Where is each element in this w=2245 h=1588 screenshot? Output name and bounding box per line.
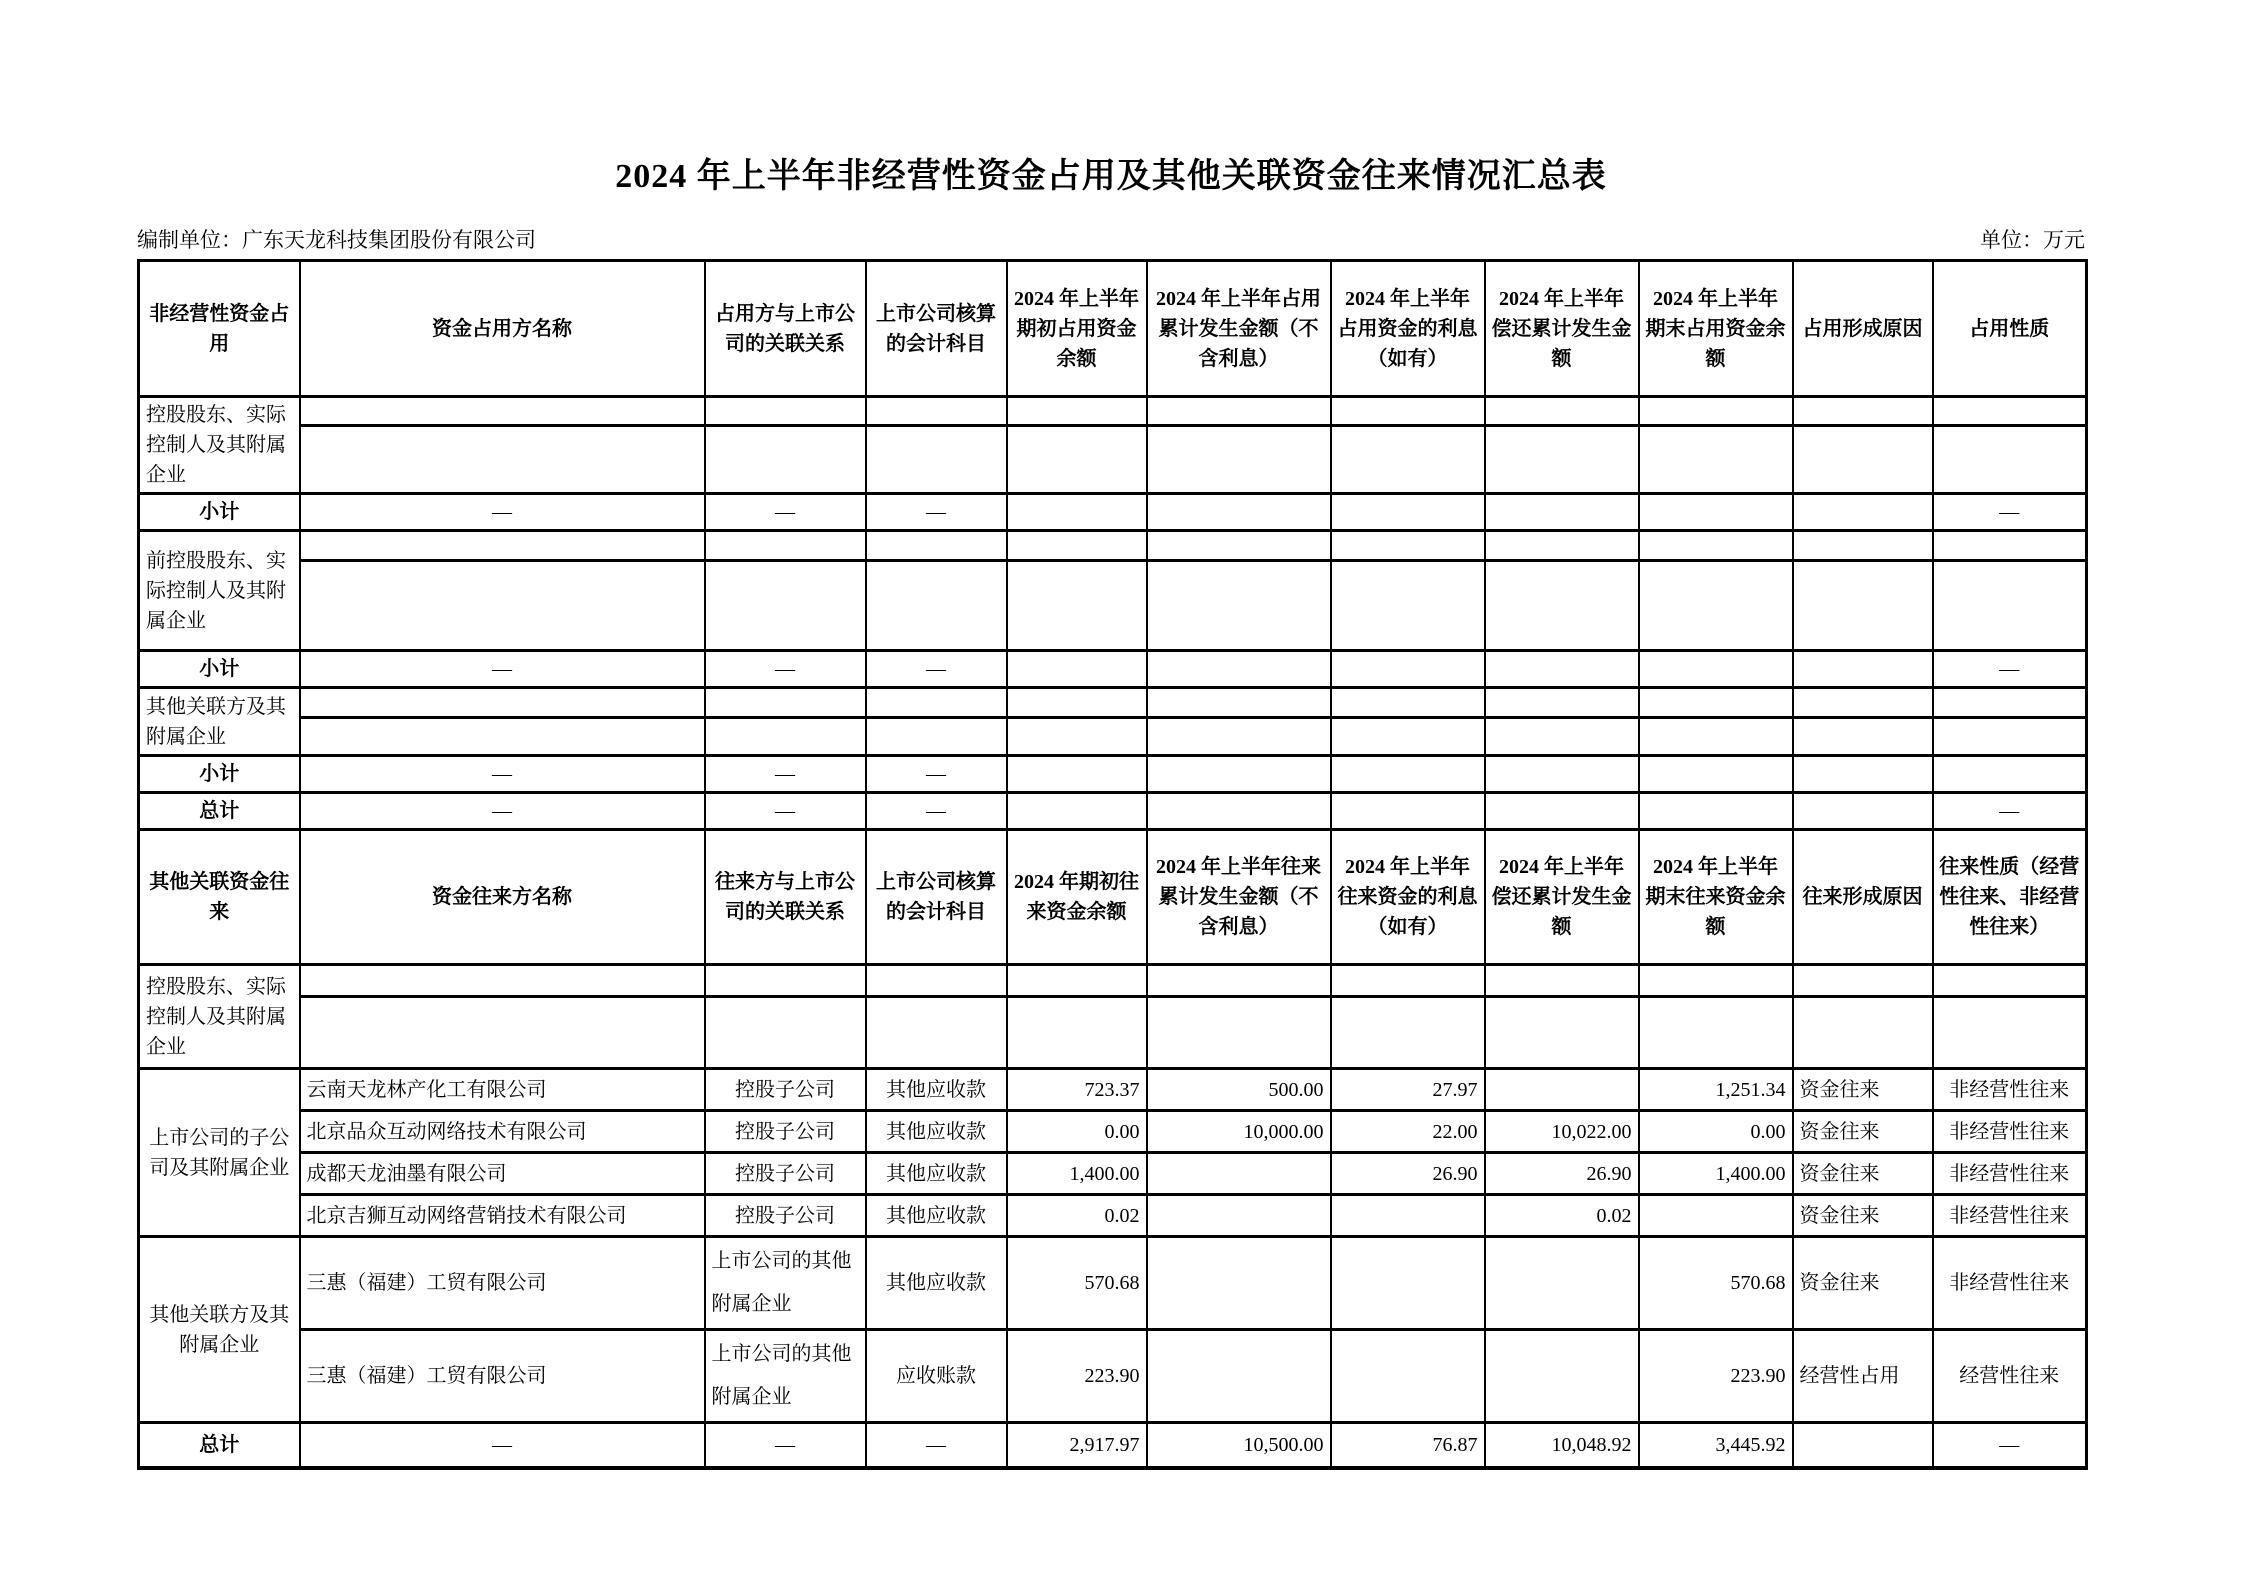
empty-cell bbox=[1331, 1330, 1485, 1423]
empty-cell bbox=[1007, 688, 1147, 718]
empty-cell bbox=[1485, 397, 1639, 426]
empty-cell bbox=[300, 397, 705, 426]
empty-cell bbox=[1147, 651, 1331, 688]
empty-cell bbox=[866, 965, 1007, 997]
total-row bbox=[139, 1423, 2087, 1468]
empty-cell bbox=[1639, 1195, 1793, 1237]
table-cell: 经营性往来 bbox=[1933, 1330, 2087, 1423]
empty-cell bbox=[1793, 651, 1933, 688]
table-row bbox=[139, 397, 2087, 426]
amount: 0.00 bbox=[1639, 1111, 1793, 1153]
empty-cell bbox=[1933, 397, 2087, 426]
dash-cell: — bbox=[705, 1423, 866, 1468]
amount: 10,500.00 bbox=[1147, 1423, 1331, 1468]
dash-cell: — bbox=[300, 756, 705, 793]
empty-cell bbox=[705, 426, 866, 494]
header-cell: 往来性质（经营性往来、非经营性往来） bbox=[1933, 830, 2087, 965]
company-name: 北京吉狮互动网络营销技术有限公司 bbox=[300, 1195, 705, 1237]
empty-cell bbox=[1793, 426, 1933, 494]
empty-cell bbox=[1485, 688, 1639, 718]
table-cell: 其他应收款 bbox=[866, 1069, 1007, 1111]
data-row bbox=[139, 1069, 2087, 1111]
empty-cell bbox=[1147, 1237, 1331, 1330]
empty-cell bbox=[1331, 756, 1485, 793]
empty-cell bbox=[1331, 397, 1485, 426]
header-cell: 2024 年上半年往来资金的利息 （如有） bbox=[1331, 830, 1485, 965]
table-cell: 非经营性往来 bbox=[1933, 1153, 2087, 1195]
empty-cell bbox=[1793, 688, 1933, 718]
empty-cell bbox=[1485, 997, 1639, 1069]
table-cell: 非经营性往来 bbox=[1933, 1237, 2087, 1330]
empty-cell bbox=[1007, 494, 1147, 531]
empty-cell bbox=[1485, 793, 1639, 830]
empty-cell bbox=[1485, 1237, 1639, 1330]
table-cell: 经营性占用 bbox=[1793, 1330, 1933, 1423]
empty-cell bbox=[1485, 756, 1639, 793]
dash-cell: — bbox=[1933, 1423, 2087, 1468]
empty-cell bbox=[1485, 1069, 1639, 1111]
empty-cell bbox=[1933, 426, 2087, 494]
header-cell: 占用形成原因 bbox=[1793, 261, 1933, 397]
empty-cell bbox=[1639, 965, 1793, 997]
empty-cell bbox=[1933, 756, 2087, 793]
amount: 1,251.34 bbox=[1639, 1069, 1793, 1111]
dash-cell: — bbox=[705, 793, 866, 830]
data-row bbox=[139, 1237, 2087, 1330]
dash-cell: — bbox=[1933, 793, 2087, 830]
table-cell: 应收账款 bbox=[866, 1330, 1007, 1423]
table-cell: 非经营性往来 bbox=[1933, 1111, 2087, 1153]
amount: 10,022.00 bbox=[1485, 1111, 1639, 1153]
empty-cell bbox=[1485, 651, 1639, 688]
empty-cell bbox=[300, 688, 705, 718]
empty-cell bbox=[300, 531, 705, 561]
empty-cell bbox=[1639, 651, 1793, 688]
group-label: 其他关联方及其附属企业 bbox=[139, 1237, 300, 1423]
header-cell: 其他关联资金往来 bbox=[139, 830, 300, 965]
empty-cell bbox=[1007, 426, 1147, 494]
empty-cell bbox=[866, 997, 1007, 1069]
header-cell: 上市公司核算的会计科目 bbox=[866, 261, 1007, 397]
table-cell: 资金往来 bbox=[1793, 1069, 1933, 1111]
header-cell: 占用性质 bbox=[1933, 261, 2087, 397]
amount: 22.00 bbox=[1331, 1111, 1485, 1153]
empty-cell bbox=[1147, 1195, 1331, 1237]
table-cell: 资金往来 bbox=[1793, 1195, 1933, 1237]
table-row bbox=[139, 531, 2087, 561]
empty-cell bbox=[1793, 718, 1933, 756]
empty-cell bbox=[1793, 793, 1933, 830]
empty-cell bbox=[1639, 718, 1793, 756]
empty-cell bbox=[1007, 965, 1147, 997]
empty-cell bbox=[1639, 793, 1793, 830]
table-cell: 控股子公司 bbox=[705, 1153, 866, 1195]
section2-header-row bbox=[139, 830, 2087, 965]
amount: 3,445.92 bbox=[1639, 1423, 1793, 1468]
header-cell: 2024 年上半年期初占用资金余额 bbox=[1007, 261, 1147, 397]
amount: 1,400.00 bbox=[1007, 1153, 1147, 1195]
empty-cell bbox=[866, 561, 1007, 651]
empty-cell bbox=[1793, 397, 1933, 426]
header-cell: 2024 年上半年偿还累计发生金额 bbox=[1485, 261, 1639, 397]
empty-cell bbox=[1147, 756, 1331, 793]
empty-cell bbox=[1331, 426, 1485, 494]
table-row bbox=[139, 965, 2087, 997]
company-name: 三惠（福建）工贸有限公司 bbox=[300, 1330, 705, 1423]
empty-cell bbox=[866, 397, 1007, 426]
subtotal-label: 小计 bbox=[139, 756, 300, 793]
empty-cell bbox=[1933, 531, 2087, 561]
empty-cell bbox=[300, 718, 705, 756]
empty-cell bbox=[1331, 494, 1485, 531]
empty-cell bbox=[1639, 997, 1793, 1069]
table-row bbox=[139, 718, 2087, 756]
empty-cell bbox=[1933, 965, 2087, 997]
empty-cell bbox=[1147, 397, 1331, 426]
table-cell: 资金往来 bbox=[1793, 1111, 1933, 1153]
empty-cell bbox=[300, 965, 705, 997]
dash-cell: — bbox=[300, 793, 705, 830]
table-cell: 上市公司的其他附属企业 bbox=[705, 1330, 866, 1423]
empty-cell bbox=[1147, 561, 1331, 651]
amount: 223.90 bbox=[1639, 1330, 1793, 1423]
total-row bbox=[139, 793, 2087, 830]
subtotal-row bbox=[139, 756, 2087, 793]
empty-cell bbox=[1331, 718, 1485, 756]
total-label: 总计 bbox=[139, 793, 300, 830]
empty-cell bbox=[866, 426, 1007, 494]
empty-cell bbox=[1933, 688, 2087, 718]
dash-cell: — bbox=[866, 756, 1007, 793]
empty-cell bbox=[1793, 494, 1933, 531]
empty-cell bbox=[300, 997, 705, 1069]
dash-cell: — bbox=[300, 494, 705, 531]
summary-table-body bbox=[139, 261, 2087, 1468]
empty-cell bbox=[1147, 426, 1331, 494]
table-cell: 非经营性往来 bbox=[1933, 1195, 2087, 1237]
dash-cell: — bbox=[300, 651, 705, 688]
empty-cell bbox=[1485, 531, 1639, 561]
table-cell: 控股子公司 bbox=[705, 1111, 866, 1153]
empty-cell bbox=[1639, 688, 1793, 718]
empty-cell bbox=[1331, 561, 1485, 651]
page-title: 2024 年上半年非经营性资金占用及其他关联资金往来情况汇总表 bbox=[615, 158, 1607, 195]
header-cell: 2024 年上半年往来累计发生金额（不含利息） bbox=[1147, 830, 1331, 965]
dash-cell: — bbox=[866, 494, 1007, 531]
empty-cell bbox=[1147, 793, 1331, 830]
header-cell: 资金占用方名称 bbox=[300, 261, 705, 397]
company-name: 云南天龙林产化工有限公司 bbox=[300, 1069, 705, 1111]
amount: 723.37 bbox=[1007, 1069, 1147, 1111]
amount: 570.68 bbox=[1007, 1237, 1147, 1330]
amount: 26.90 bbox=[1331, 1153, 1485, 1195]
unit-label: 单位：万元 bbox=[1980, 228, 2085, 252]
empty-cell bbox=[1147, 1153, 1331, 1195]
empty-cell bbox=[1331, 1195, 1485, 1237]
empty-cell bbox=[1639, 531, 1793, 561]
empty-cell bbox=[1639, 494, 1793, 531]
header-cell: 2024 年上半年占用资金的利息（如有） bbox=[1331, 261, 1485, 397]
empty-cell bbox=[1793, 756, 1933, 793]
data-row bbox=[139, 1153, 2087, 1195]
empty-cell bbox=[1331, 688, 1485, 718]
table-cell: 非经营性往来 bbox=[1933, 1069, 2087, 1111]
group-label: 控股股东、实际控制人及其附属企业 bbox=[139, 965, 300, 1069]
empty-cell bbox=[1007, 397, 1147, 426]
empty-cell bbox=[1639, 426, 1793, 494]
empty-cell bbox=[1793, 997, 1933, 1069]
empty-cell bbox=[1639, 397, 1793, 426]
group-label: 控股股东、实际控制人及其附属企业 bbox=[139, 397, 300, 494]
empty-cell bbox=[1007, 756, 1147, 793]
empty-cell bbox=[1331, 793, 1485, 830]
amount: 76.87 bbox=[1331, 1423, 1485, 1468]
empty-cell bbox=[1485, 965, 1639, 997]
empty-cell bbox=[866, 531, 1007, 561]
empty-cell bbox=[1793, 561, 1933, 651]
empty-cell bbox=[1147, 1330, 1331, 1423]
amount: 10,048.92 bbox=[1485, 1423, 1639, 1468]
empty-cell bbox=[1793, 965, 1933, 997]
amount: 1,400.00 bbox=[1639, 1153, 1793, 1195]
amount: 26.90 bbox=[1485, 1153, 1639, 1195]
empty-cell bbox=[1485, 718, 1639, 756]
company-name: 成都天龙油墨有限公司 bbox=[300, 1153, 705, 1195]
header-cell: 非经营性资金占用 bbox=[139, 261, 300, 397]
empty-cell bbox=[1639, 756, 1793, 793]
table-cell: 控股子公司 bbox=[705, 1069, 866, 1111]
header-cell: 往来方与上市公司的关联关系 bbox=[705, 830, 866, 965]
table-cell: 其他应收款 bbox=[866, 1237, 1007, 1330]
empty-cell bbox=[866, 688, 1007, 718]
amount: 0.02 bbox=[1007, 1195, 1147, 1237]
empty-cell bbox=[705, 965, 866, 997]
dash-cell: — bbox=[1933, 494, 2087, 531]
empty-cell bbox=[1331, 651, 1485, 688]
empty-cell bbox=[705, 997, 866, 1069]
empty-cell bbox=[705, 531, 866, 561]
dash-cell: — bbox=[300, 1423, 705, 1468]
dash-cell: — bbox=[866, 793, 1007, 830]
group-label: 前控股股东、实际控制人及其附属企业 bbox=[139, 531, 300, 651]
empty-cell bbox=[705, 397, 866, 426]
total-label: 总计 bbox=[139, 1423, 300, 1468]
empty-cell bbox=[1933, 997, 2087, 1069]
amount: 27.97 bbox=[1331, 1069, 1485, 1111]
empty-cell bbox=[1331, 531, 1485, 561]
prepared-by-label: 编制单位：广东天龙科技集团股份有限公司 bbox=[137, 228, 536, 252]
table-row bbox=[139, 997, 2087, 1069]
empty-cell bbox=[300, 561, 705, 651]
empty-cell bbox=[1147, 688, 1331, 718]
empty-cell bbox=[1793, 531, 1933, 561]
empty-cell bbox=[1793, 1423, 1933, 1468]
header-cell: 往来形成原因 bbox=[1793, 830, 1933, 965]
table-cell: 上市公司的其他附属企业 bbox=[705, 1237, 866, 1330]
amount: 223.90 bbox=[1007, 1330, 1147, 1423]
empty-cell bbox=[1007, 793, 1147, 830]
empty-cell bbox=[1485, 1330, 1639, 1423]
dash-cell: — bbox=[1933, 651, 2087, 688]
empty-cell bbox=[1331, 997, 1485, 1069]
empty-cell bbox=[1007, 997, 1147, 1069]
dash-cell: — bbox=[866, 1423, 1007, 1468]
header-cell: 2024 年上半年期末往来资金余额 bbox=[1639, 830, 1793, 965]
empty-cell bbox=[1147, 718, 1331, 756]
dash-cell: — bbox=[705, 651, 866, 688]
company-name: 北京品众互动网络技术有限公司 bbox=[300, 1111, 705, 1153]
dash-cell: — bbox=[705, 756, 866, 793]
empty-cell bbox=[300, 426, 705, 494]
data-row bbox=[139, 1330, 2087, 1423]
amount: 10,000.00 bbox=[1147, 1111, 1331, 1153]
header-cell: 2024 年期初往来资金余额 bbox=[1007, 830, 1147, 965]
empty-cell bbox=[1007, 531, 1147, 561]
empty-cell bbox=[1331, 1237, 1485, 1330]
table-cell: 其他应收款 bbox=[866, 1111, 1007, 1153]
table-cell: 资金往来 bbox=[1793, 1237, 1933, 1330]
group-label: 其他关联方及其附属企业 bbox=[139, 688, 300, 756]
amount: 570.68 bbox=[1639, 1237, 1793, 1330]
empty-cell bbox=[1147, 965, 1331, 997]
empty-cell bbox=[1147, 531, 1331, 561]
empty-cell bbox=[705, 688, 866, 718]
group-label: 上市公司的子公司及其附属企业 bbox=[139, 1069, 300, 1237]
table-row bbox=[139, 561, 2087, 651]
subtotal-label: 小计 bbox=[139, 494, 300, 531]
subtotal-row bbox=[139, 651, 2087, 688]
amount: 500.00 bbox=[1147, 1069, 1331, 1111]
empty-cell bbox=[1485, 426, 1639, 494]
data-row bbox=[139, 1195, 2087, 1237]
header-cell: 2024 年上半年占用累计发生金额（不含利息） bbox=[1147, 261, 1331, 397]
empty-cell bbox=[1485, 494, 1639, 531]
empty-cell bbox=[1007, 718, 1147, 756]
meta-line bbox=[137, 224, 2085, 254]
header-cell: 占用方与上市公司的关联关系 bbox=[705, 261, 866, 397]
empty-cell bbox=[866, 718, 1007, 756]
empty-cell bbox=[1147, 494, 1331, 531]
table-row bbox=[139, 426, 2087, 494]
header-cell: 资金往来方名称 bbox=[300, 830, 705, 965]
table-cell: 资金往来 bbox=[1793, 1153, 1933, 1195]
header-cell: 上市公司核算的会计科目 bbox=[866, 830, 1007, 965]
data-row bbox=[139, 1111, 2087, 1153]
empty-cell bbox=[1933, 718, 2087, 756]
empty-cell bbox=[705, 561, 866, 651]
section1-header-row bbox=[139, 261, 2087, 397]
company-name: 三惠（福建）工贸有限公司 bbox=[300, 1237, 705, 1330]
table-cell: 其他应收款 bbox=[866, 1195, 1007, 1237]
amount: 2,917.97 bbox=[1007, 1423, 1147, 1468]
subtotal-label: 小计 bbox=[139, 651, 300, 688]
empty-cell bbox=[1639, 561, 1793, 651]
table-row bbox=[139, 688, 2087, 718]
amount: 0.02 bbox=[1485, 1195, 1639, 1237]
summary-table bbox=[137, 259, 2088, 1470]
empty-cell bbox=[705, 718, 866, 756]
dash-cell: — bbox=[866, 651, 1007, 688]
empty-cell bbox=[1147, 997, 1331, 1069]
header-cell: 2024 年上半年偿还累计发生金额 bbox=[1485, 830, 1639, 965]
subtotal-row bbox=[139, 494, 2087, 531]
amount: 0.00 bbox=[1007, 1111, 1147, 1153]
header-cell: 2024 年上半年期末占用资金余额 bbox=[1639, 261, 1793, 397]
empty-cell bbox=[1331, 965, 1485, 997]
empty-cell bbox=[1007, 561, 1147, 651]
table-cell: 其他应收款 bbox=[866, 1153, 1007, 1195]
dash-cell: — bbox=[705, 494, 866, 531]
empty-cell bbox=[1933, 561, 2087, 651]
empty-cell bbox=[1485, 561, 1639, 651]
table-cell: 控股子公司 bbox=[705, 1195, 866, 1237]
empty-cell bbox=[1007, 651, 1147, 688]
